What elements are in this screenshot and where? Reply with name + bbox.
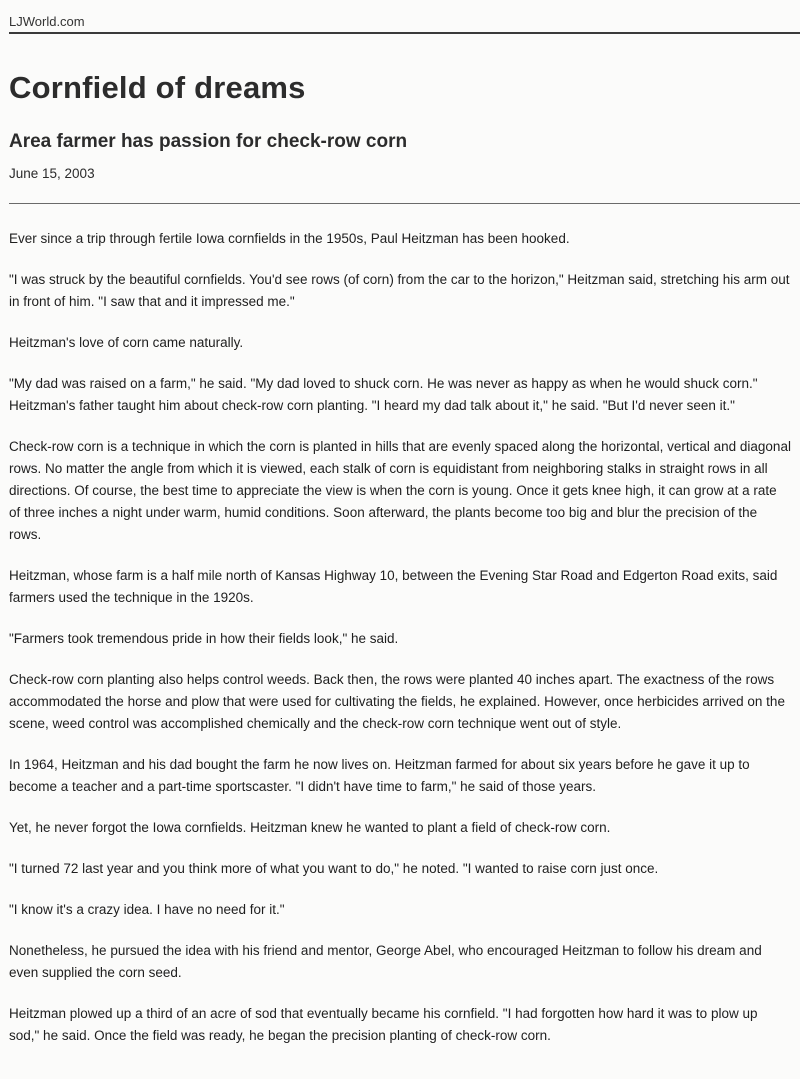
paragraph: In 1964, Heitzman and his dad bought the farm he now lives on. Heitzman farmed for about six years before he gave it up to become a teacher and a part-time sportscaster. "I didn't have time to farm," he said of those years.	[9, 757, 750, 794]
article-headline: Cornfield of dreams	[9, 70, 306, 105]
paragraph: Heitzman plowed up a third of an acre of sod that eventually became his cornfield. "I had forgotten how hard it was to plow up sod," he said. Once the field was ready, he began the precision planting of check-row corn.	[9, 1006, 758, 1043]
paragraph: "I turned 72 last year and you think more of what you want to do," he noted. "I wanted to raise corn just once.	[9, 861, 659, 876]
paragraph: Heitzman, whose farm is a half mile north of Kansas Highway 10, between the Evening Star Road and Edgerton Road exits, said farmers used the technique in the 1920s.	[9, 568, 778, 605]
paragraph: Yet, he never forgot the Iowa cornfields. Heitzman knew he wanted to plant a field of check-row corn.	[9, 820, 611, 835]
paragraph: Ever since a trip through fertile Iowa cornfields in the 1950s, Paul Heitzman has been hooked.	[9, 231, 570, 246]
paragraph: "I was struck by the beautiful cornfields. You'd see rows (of corn) from the car to the horizon," Heitzman said, stretching his arm out in front of him. "I saw that and it impressed me."	[9, 272, 790, 309]
paragraph: "I know it's a crazy idea. I have no need for it."	[9, 902, 285, 917]
paragraph: Check-row corn is a technique in which the corn is planted in hills that are evenly spaced along the horizontal, vertical and diagonal rows. No matter the angle from which it is viewed, each stalk of corn is equidistant from neighboring stalks in straight rows in all directions. Of course, the best time to appreciate the view is when the corn is young. Once it gets knee high, it can grow at a rate of three inches a night under warm, humid conditions. Soon afterward, the plants become too big and blur the precision of the rows.	[9, 439, 791, 542]
header-rule	[9, 32, 800, 34]
paragraph: Heitzman's love of corn came naturally.	[9, 335, 244, 350]
paragraph: "My dad was raised on a farm," he said. "My dad loved to shuck corn. He was never as happy as when he would shuck corn." Heitzman's father taught him about check-row corn planting. "I heard my dad talk about it," he said. "But I'd never seen it."	[9, 376, 758, 413]
byline-rule	[9, 203, 800, 204]
article-body	[9, 228, 791, 1066]
paragraph: "Farmers took tremendous pride in how their fields look," he said.	[9, 631, 399, 646]
paragraph: Check-row corn planting also helps control weeds. Back then, the rows were planted 40 inches apart. The exactness of the rows accommodated the horse and plow that were used for cultivating the fields, he explained. However, once herbicides arrived on the scene, weed control was accomplished chemically and the check-row corn technique went out of style.	[9, 672, 785, 731]
article-date: June 15, 2003	[9, 166, 95, 181]
site-name: LJWorld.com	[9, 14, 85, 29]
article-subhead: Area farmer has passion for check-row corn	[9, 131, 408, 152]
paragraph: Nonetheless, he pursued the idea with his friend and mentor, George Abel, who encouraged Heitzman to follow his dream and even supplied the corn seed.	[9, 943, 762, 980]
